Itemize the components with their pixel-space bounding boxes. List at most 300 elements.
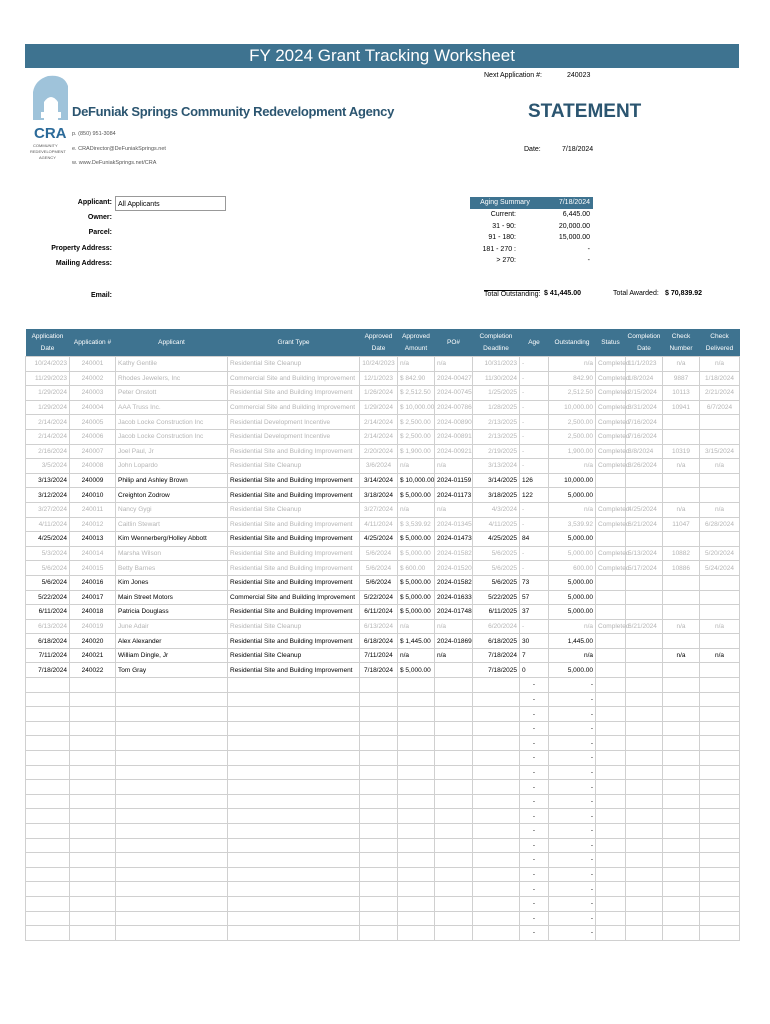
table-cell: 1/25/2025	[473, 386, 520, 401]
table-cell	[473, 867, 520, 882]
table-cell	[596, 867, 626, 882]
table-cell: -	[549, 736, 596, 751]
table-cell: $ 1,900.00	[398, 444, 435, 459]
table-cell: $ 1,445.00	[398, 634, 435, 649]
table-cell: 3/6/2024	[360, 459, 398, 474]
aging-bucket-label: Current:	[490, 211, 516, 218]
table-cell: Commercial Site and Building Improvement	[228, 371, 360, 386]
table-cell: Residential Site and Building Improvement	[228, 444, 360, 459]
table-cell: -	[520, 678, 549, 693]
table-cell: Completed	[596, 517, 626, 532]
table-cell: 5/6/2024	[360, 561, 398, 576]
email-label: Email:	[90, 292, 112, 299]
table-cell	[626, 692, 663, 707]
table-cell: Completed	[596, 444, 626, 459]
table-cell	[626, 707, 663, 722]
table-cell	[116, 809, 228, 824]
table-cell	[663, 707, 700, 722]
aging-row	[470, 244, 593, 256]
table-cell	[700, 575, 740, 590]
table-cell	[116, 736, 228, 751]
table-row	[26, 532, 740, 547]
table-cell	[700, 473, 740, 488]
table-cell	[663, 867, 700, 882]
table-cell: 5,000.00	[549, 532, 596, 547]
table-cell	[473, 765, 520, 780]
table-cell: $ 2,500.00	[398, 415, 435, 430]
table-cell	[360, 721, 398, 736]
table-cell: Marsha Wilson	[116, 546, 228, 561]
table-cell	[473, 838, 520, 853]
table-cell	[360, 824, 398, 839]
table-cell	[435, 853, 473, 868]
table-cell	[596, 780, 626, 795]
aging-bucket-value: -	[587, 245, 590, 253]
table-cell	[596, 678, 626, 693]
table-cell	[360, 911, 398, 926]
table-cell	[700, 780, 740, 795]
table-cell: $ 5,000.00	[398, 532, 435, 547]
table-cell: Completed	[596, 546, 626, 561]
aging-bucket-label: 181 - 270 :	[482, 245, 516, 253]
table-cell: Completed	[596, 619, 626, 634]
table-cell: n/a	[398, 459, 435, 474]
table-cell: n/a	[549, 502, 596, 517]
table-cell: 1/29/2024	[26, 400, 70, 415]
table-cell: 7/11/2024	[360, 648, 398, 663]
table-cell	[435, 780, 473, 795]
aging-bucket-label: 91 - 180:	[488, 234, 516, 241]
table-cell: n/a	[700, 459, 740, 474]
table-cell	[663, 794, 700, 809]
table-cell: -	[520, 707, 549, 722]
table-cell	[70, 926, 116, 941]
table-cell	[70, 867, 116, 882]
table-cell	[70, 765, 116, 780]
table-cell: n/a	[663, 619, 700, 634]
table-cell: Kim Wennerberg/Holley Abbott	[116, 532, 228, 547]
table-cell	[626, 575, 663, 590]
table-cell: 6/7/2024	[700, 400, 740, 415]
table-cell: 240012	[70, 517, 116, 532]
table-cell	[596, 590, 626, 605]
table-cell	[596, 882, 626, 897]
table-cell: 240014	[70, 546, 116, 561]
table-cell: 3/27/2024	[360, 502, 398, 517]
table-cell: -	[549, 751, 596, 766]
table-cell: 7	[520, 648, 549, 663]
email-text: e. CRADirector@DeFuniakSprings.net	[72, 146, 166, 152]
table-cell	[398, 736, 435, 751]
table-cell: AAA Truss Inc.	[116, 400, 228, 415]
table-cell	[116, 751, 228, 766]
table-cell: 6/28/2024	[700, 517, 740, 532]
phone-text: p. (850) 951-3084	[72, 131, 116, 137]
table-cell: -	[549, 824, 596, 839]
table-cell	[435, 926, 473, 941]
table-cell: 2/14/2024	[360, 429, 398, 444]
table-cell	[228, 867, 360, 882]
table-cell	[398, 707, 435, 722]
table-cell: Residential Site and Building Improvement	[228, 546, 360, 561]
table-cell	[596, 838, 626, 853]
table-cell: n/a	[435, 648, 473, 663]
aging-date: 7/18/2024	[558, 199, 590, 206]
table-cell: 122	[520, 488, 549, 503]
table-cell: 1,900.00	[549, 444, 596, 459]
table-cell	[228, 794, 360, 809]
logo-sub2: REDEVELOPMENT	[30, 149, 66, 154]
table-cell: 6/18/2024	[360, 634, 398, 649]
table-cell	[116, 853, 228, 868]
table-cell: -	[520, 429, 549, 444]
table-cell	[663, 911, 700, 926]
table-cell: 240019	[70, 619, 116, 634]
column-header: Application #	[70, 329, 116, 357]
table-cell	[435, 838, 473, 853]
table-cell: Kathy Gentile	[116, 357, 228, 372]
table-cell: $ 5,000.00	[398, 488, 435, 503]
table-cell	[435, 751, 473, 766]
table-cell	[596, 896, 626, 911]
table-cell	[596, 751, 626, 766]
table-cell: -	[520, 794, 549, 809]
table-cell: 240001	[70, 357, 116, 372]
table-cell	[116, 765, 228, 780]
table-cell	[360, 678, 398, 693]
table-cell	[116, 926, 228, 941]
table-cell	[26, 896, 70, 911]
table-cell: John Lopardo	[116, 459, 228, 474]
table-cell: 1/18/2024	[700, 371, 740, 386]
table-cell: 5/20/2024	[700, 546, 740, 561]
table-cell	[700, 867, 740, 882]
table-cell: 3,539.92	[549, 517, 596, 532]
table-cell: -	[520, 780, 549, 795]
table-cell: -	[520, 926, 549, 941]
table-cell	[116, 838, 228, 853]
table-cell: 5/6/2024	[360, 575, 398, 590]
column-header: Application Date	[26, 329, 70, 357]
table-cell: -	[520, 517, 549, 532]
table-cell	[596, 605, 626, 620]
column-header: Completion Deadline	[473, 329, 520, 357]
column-header: Age	[520, 329, 549, 357]
table-cell	[473, 794, 520, 809]
table-cell: $ 3,539.92	[398, 517, 435, 532]
table-header-row	[26, 329, 740, 357]
table-cell	[626, 721, 663, 736]
total-outstanding-value: $ 41,445.00	[544, 290, 581, 297]
table-cell: 2024-01582	[435, 546, 473, 561]
table-cell: 1/8/2024	[626, 371, 663, 386]
table-cell	[473, 780, 520, 795]
table-cell	[116, 882, 228, 897]
table-cell	[70, 794, 116, 809]
table-cell	[360, 765, 398, 780]
table-cell: 57	[520, 590, 549, 605]
applicant-label: Applicant:	[77, 199, 112, 206]
table-cell	[596, 926, 626, 941]
empty-row	[26, 707, 740, 722]
table-cell	[663, 896, 700, 911]
table-cell	[626, 648, 663, 663]
property-address-label: Property Address:	[51, 245, 112, 252]
table-cell	[26, 692, 70, 707]
table-cell: 240017	[70, 590, 116, 605]
table-cell: 6/11/2025	[473, 605, 520, 620]
table-cell	[663, 751, 700, 766]
table-cell: Philip and Ashley Brown	[116, 473, 228, 488]
table-cell: 240011	[70, 502, 116, 517]
table-cell: 2/20/2024	[360, 444, 398, 459]
table-cell: 10882	[663, 546, 700, 561]
table-cell: Patricia Douglass	[116, 605, 228, 620]
table-cell: -	[549, 707, 596, 722]
table-cell	[700, 532, 740, 547]
table-cell	[700, 809, 740, 824]
table-cell: 2,500.00	[549, 415, 596, 430]
table-cell	[228, 780, 360, 795]
table-cell	[663, 721, 700, 736]
table-cell: 10/24/2023	[360, 357, 398, 372]
table-row	[26, 415, 740, 430]
table-cell: $ 5,000.00	[398, 663, 435, 678]
aging-bucket-value: 20,000.00	[558, 222, 590, 230]
table-cell: 3/13/2024	[473, 459, 520, 474]
table-cell: 2024-01748	[435, 605, 473, 620]
table-row	[26, 561, 740, 576]
table-cell	[663, 926, 700, 941]
table-cell: n/a	[398, 502, 435, 517]
mailing-address-label: Mailing Address:	[55, 260, 112, 267]
aging-summary	[470, 197, 593, 267]
table-cell	[398, 721, 435, 736]
table-cell: 3/31/2024	[626, 400, 663, 415]
table-row	[26, 357, 740, 372]
table-cell	[26, 911, 70, 926]
table-cell	[700, 721, 740, 736]
table-cell: 6/13/2024	[26, 619, 70, 634]
table-cell: -	[520, 838, 549, 853]
table-cell: n/a	[700, 648, 740, 663]
table-cell	[626, 634, 663, 649]
table-cell: -	[549, 809, 596, 824]
table-row	[26, 488, 740, 503]
aging-bucket-value: -	[587, 257, 590, 264]
table-row	[26, 459, 740, 474]
empty-row	[26, 751, 740, 766]
table-cell: -	[520, 809, 549, 824]
table-cell: n/a	[663, 648, 700, 663]
table-cell: $ 5,000.00	[398, 575, 435, 590]
table-row	[26, 590, 740, 605]
table-cell	[228, 911, 360, 926]
column-header: Approved Date	[360, 329, 398, 357]
table-cell: Residential Site Cleanup	[228, 357, 360, 372]
table-cell: 10941	[663, 400, 700, 415]
table-cell: 240018	[70, 605, 116, 620]
column-header: PO#	[435, 329, 473, 357]
table-cell: 4/11/2025	[473, 517, 520, 532]
table-cell	[360, 867, 398, 882]
table-cell: 11/1/2023	[626, 357, 663, 372]
table-cell	[700, 882, 740, 897]
empty-row	[26, 736, 740, 751]
table-cell: 4/25/2024	[26, 532, 70, 547]
table-cell: Commercial Site and Building Improvement	[228, 590, 360, 605]
table-cell: 2/14/2024	[26, 429, 70, 444]
table-cell	[663, 736, 700, 751]
table-cell	[626, 488, 663, 503]
table-cell	[626, 867, 663, 882]
table-cell	[26, 824, 70, 839]
table-cell	[435, 896, 473, 911]
empty-row	[26, 824, 740, 839]
table-cell: n/a	[435, 459, 473, 474]
table-cell	[435, 882, 473, 897]
aging-title: Aging Summary	[480, 199, 530, 206]
table-cell: 9887	[663, 371, 700, 386]
table-cell: -	[520, 692, 549, 707]
table-cell: -	[520, 896, 549, 911]
table-cell: 7/11/2024	[26, 648, 70, 663]
table-cell: n/a	[700, 619, 740, 634]
table-cell: 240004	[70, 400, 116, 415]
table-cell	[70, 853, 116, 868]
table-cell: 10113	[663, 386, 700, 401]
column-header: Check Delivered	[700, 329, 740, 357]
table-cell: 3/26/2024	[626, 459, 663, 474]
table-cell: 2024-01582	[435, 575, 473, 590]
table-cell: Residential Development Incentive	[228, 429, 360, 444]
table-cell: 2/13/2025	[473, 429, 520, 444]
table-cell	[700, 634, 740, 649]
table-cell	[116, 867, 228, 882]
table-cell	[473, 751, 520, 766]
table-cell	[663, 678, 700, 693]
table-cell	[596, 532, 626, 547]
total-outstanding-label: Total Outstanding:	[484, 291, 541, 298]
table-cell	[626, 809, 663, 824]
table-cell: 2,500.00	[549, 429, 596, 444]
table-cell: 2024-01869	[435, 634, 473, 649]
table-cell	[116, 824, 228, 839]
table-cell	[360, 882, 398, 897]
table-cell	[700, 692, 740, 707]
aging-bucket-label: 31 - 90:	[492, 222, 516, 230]
table-cell: 240010	[70, 488, 116, 503]
table-cell	[70, 824, 116, 839]
table-cell: Completed	[596, 459, 626, 474]
table-cell	[228, 751, 360, 766]
table-cell: Rhodes Jewelers, Inc	[116, 371, 228, 386]
table-cell: 11/29/2023	[26, 371, 70, 386]
table-cell: 7/18/2024	[26, 663, 70, 678]
table-cell	[473, 692, 520, 707]
table-cell: 2024-00921	[435, 444, 473, 459]
table-cell: 73	[520, 575, 549, 590]
table-cell	[700, 707, 740, 722]
table-cell	[626, 751, 663, 766]
table-cell: 240013	[70, 532, 116, 547]
table-cell: Betty Barnes	[116, 561, 228, 576]
empty-row	[26, 794, 740, 809]
table-cell: 3/14/2025	[473, 473, 520, 488]
table-cell	[360, 751, 398, 766]
table-cell: 12/1/2023	[360, 371, 398, 386]
applicant-select[interactable]: All Applicants	[115, 196, 226, 211]
table-cell	[70, 882, 116, 897]
empty-row	[26, 780, 740, 795]
table-cell	[398, 765, 435, 780]
table-cell	[360, 809, 398, 824]
table-cell	[596, 575, 626, 590]
table-cell	[70, 838, 116, 853]
table-cell	[26, 780, 70, 795]
table-cell	[663, 663, 700, 678]
table-cell	[596, 794, 626, 809]
table-cell: -	[520, 502, 549, 517]
table-cell: 5,000.00	[549, 575, 596, 590]
table-cell: -	[520, 882, 549, 897]
table-cell: -	[520, 459, 549, 474]
empty-row	[26, 838, 740, 853]
table-cell	[398, 780, 435, 795]
empty-row	[26, 853, 740, 868]
table-cell: 5,000.00	[549, 605, 596, 620]
table-cell	[700, 415, 740, 430]
table-cell	[360, 838, 398, 853]
table-cell: 2024-00890	[435, 415, 473, 430]
table-cell	[663, 415, 700, 430]
table-row	[26, 605, 740, 620]
table-cell: Commercial Site and Building Improvement	[228, 400, 360, 415]
table-cell: 240005	[70, 415, 116, 430]
table-cell: 3/12/2024	[26, 488, 70, 503]
table-cell	[116, 692, 228, 707]
table-cell: 4/25/2024	[360, 532, 398, 547]
table-cell: 10,000.00	[549, 473, 596, 488]
table-row	[26, 634, 740, 649]
table-cell: n/a	[663, 459, 700, 474]
table-cell	[700, 751, 740, 766]
table-cell: Caitlin Stewart	[116, 517, 228, 532]
date-label: Date:	[524, 146, 541, 153]
table-cell	[626, 473, 663, 488]
table-cell	[700, 663, 740, 678]
table-cell: 7/18/2024	[473, 648, 520, 663]
table-cell	[435, 824, 473, 839]
table-cell: Completed	[596, 357, 626, 372]
table-cell: 3/13/2024	[26, 473, 70, 488]
table-cell: Residential Site and Building Improvement	[228, 605, 360, 620]
table-cell: 240006	[70, 429, 116, 444]
empty-row	[26, 882, 740, 897]
table-cell	[70, 692, 116, 707]
table-cell: 6/20/2024	[473, 619, 520, 634]
table-cell: -	[549, 678, 596, 693]
table-cell: 5/17/2024	[626, 561, 663, 576]
table-cell	[700, 765, 740, 780]
table-row	[26, 371, 740, 386]
table-cell: 1/29/2024	[360, 400, 398, 415]
table-cell: Residential Site Cleanup	[228, 648, 360, 663]
table-cell	[360, 794, 398, 809]
table-cell	[435, 707, 473, 722]
table-cell	[700, 678, 740, 693]
table-cell: 4/11/2024	[26, 517, 70, 532]
